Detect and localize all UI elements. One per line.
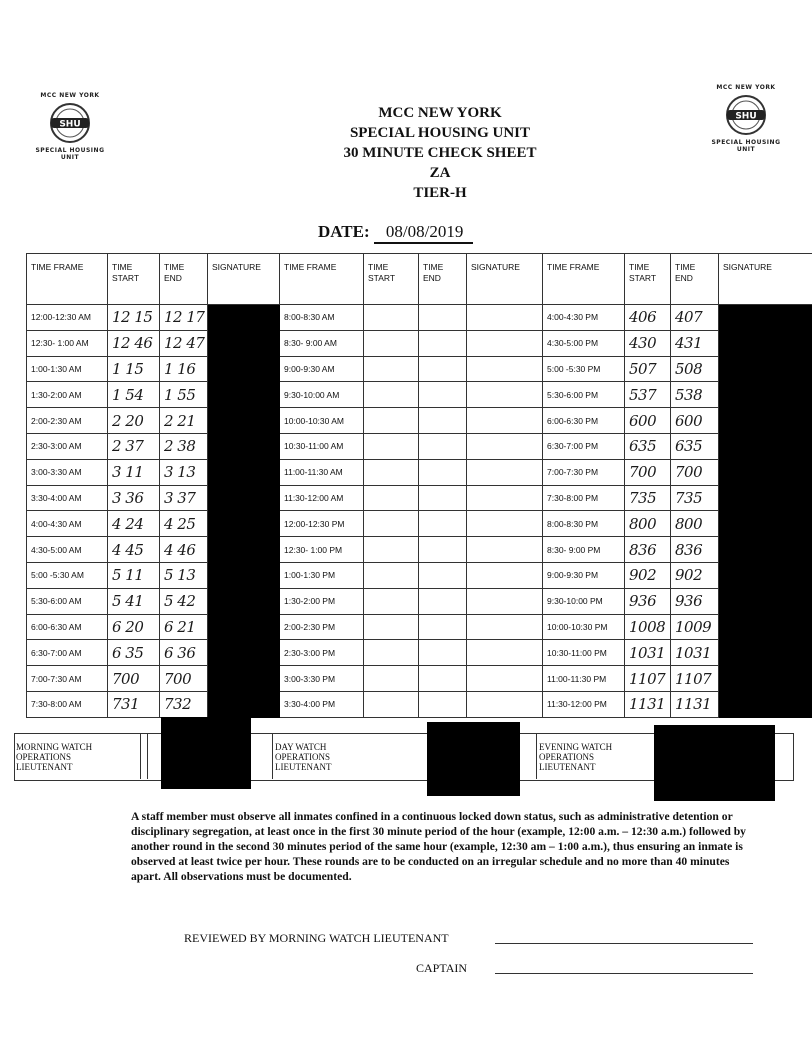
cell-time-start-pm: 735 xyxy=(625,485,671,511)
cell-time-end-mid xyxy=(419,330,467,356)
right-logo-top-text: MCC NEW YORK xyxy=(716,84,776,91)
col-time-end-mid: TIME END xyxy=(419,254,467,305)
cell-time-start-mid xyxy=(364,382,419,408)
cell-time-start-pm: 1031 xyxy=(625,640,671,666)
table-row xyxy=(27,330,812,356)
cell-time-start-am: 3 36 xyxy=(108,485,160,511)
document-header xyxy=(300,103,580,203)
cell-signature-pm xyxy=(719,330,812,356)
cell-time-start-mid xyxy=(364,511,419,537)
cell-time-end-mid xyxy=(419,588,467,614)
table-row xyxy=(27,408,812,434)
cell-signature-am xyxy=(208,562,280,588)
cell-signature-am xyxy=(208,537,280,563)
col-time-frame-am: TIME FRAME xyxy=(27,254,108,305)
date-label: DATE: xyxy=(318,222,370,241)
cell-time-end-pm: 1009 xyxy=(671,614,719,640)
cell-time-frame-pm: 8:00-8:30 PM xyxy=(543,511,625,537)
right-logo-bottom-text: SPECIAL HOUSING UNIT xyxy=(711,139,781,153)
table-row xyxy=(27,305,812,331)
table-row xyxy=(27,588,812,614)
cell-signature-pm xyxy=(719,614,812,640)
cell-time-frame-am: 12:30- 1:00 AM xyxy=(27,330,108,356)
cell-time-end-am: 2 21 xyxy=(160,408,208,434)
cell-time-start-pm: 1008 xyxy=(625,614,671,640)
cell-signature-am xyxy=(208,666,280,692)
header-line-3: 30 MINUTE CHECK SHEET xyxy=(343,145,537,161)
header-line-4: ZA xyxy=(429,165,451,181)
cell-time-end-pm: 508 xyxy=(671,356,719,382)
cell-time-start-pm: 537 xyxy=(625,382,671,408)
cell-time-start-pm: 902 xyxy=(625,562,671,588)
cell-time-frame-pm: 8:30- 9:00 PM xyxy=(543,537,625,563)
cell-time-start-pm: 406 xyxy=(625,305,671,331)
col-signature-am: SIGNATURE xyxy=(208,254,280,305)
table-row xyxy=(27,666,812,692)
cell-time-frame-mid: 9:30-10:00 AM xyxy=(280,382,364,408)
cell-time-start-mid xyxy=(364,408,419,434)
cell-time-end-mid xyxy=(419,459,467,485)
cell-signature-pm xyxy=(719,691,812,717)
table-row xyxy=(27,614,812,640)
cell-time-end-am: 6 36 xyxy=(160,640,208,666)
cell-time-frame-mid: 2:00-2:30 PM xyxy=(280,614,364,640)
cell-time-start-am: 3 11 xyxy=(108,459,160,485)
evening-watch-label: EVENING WATCH OPERATIONS LIEUTENANT xyxy=(539,742,613,772)
cell-signature-am xyxy=(208,640,280,666)
redacted-morning-signature xyxy=(161,717,251,789)
cell-time-start-mid xyxy=(364,562,419,588)
check-sheet-table xyxy=(26,253,812,718)
cell-time-start-pm: 1131 xyxy=(625,691,671,717)
cell-time-start-am: 700 xyxy=(108,666,160,692)
cell-time-frame-am: 7:30-8:00 AM xyxy=(27,691,108,717)
cell-time-frame-am: 7:00-7:30 AM xyxy=(27,666,108,692)
cell-time-frame-am: 1:00-1:30 AM xyxy=(27,356,108,382)
cell-time-start-mid xyxy=(364,459,419,485)
table-row xyxy=(27,485,812,511)
header-line-5: TIER-H xyxy=(413,185,467,201)
table-row xyxy=(27,691,812,717)
cell-time-end-am: 6 21 xyxy=(160,614,208,640)
cell-signature-am xyxy=(208,459,280,485)
cell-time-end-pm: 700 xyxy=(671,459,719,485)
cell-signature-mid xyxy=(467,356,543,382)
cell-time-start-mid xyxy=(364,614,419,640)
cell-time-end-mid xyxy=(419,614,467,640)
left-badge-text: SHU xyxy=(59,119,81,130)
cell-time-end-mid xyxy=(419,305,467,331)
cell-time-end-pm: 902 xyxy=(671,562,719,588)
cell-time-frame-pm: 10:00-10:30 PM xyxy=(543,614,625,640)
table-row xyxy=(27,433,812,459)
cell-signature-pm xyxy=(719,433,812,459)
cell-time-frame-am: 2:30-3:00 AM xyxy=(27,433,108,459)
cell-time-start-am: 1 15 xyxy=(108,356,160,382)
cell-signature-am xyxy=(208,485,280,511)
cell-signature-am xyxy=(208,588,280,614)
cell-time-end-pm: 836 xyxy=(671,537,719,563)
cell-signature-pm xyxy=(719,588,812,614)
cell-time-frame-am: 5:30-6:00 AM xyxy=(27,588,108,614)
cell-signature-pm xyxy=(719,562,812,588)
cell-signature-mid xyxy=(467,459,543,485)
cell-time-frame-mid: 11:30-12:00 AM xyxy=(280,485,364,511)
table-row xyxy=(27,640,812,666)
cell-signature-mid xyxy=(467,588,543,614)
cell-time-end-pm: 1031 xyxy=(671,640,719,666)
cell-time-frame-mid: 12:30- 1:00 PM xyxy=(280,537,364,563)
cell-signature-mid xyxy=(467,485,543,511)
date-value: 08/08/2019 xyxy=(374,222,473,244)
cell-time-start-am: 6 20 xyxy=(108,614,160,640)
cell-time-start-mid xyxy=(364,356,419,382)
cell-time-start-mid xyxy=(364,691,419,717)
day-watch-label: DAY WATCH OPERATIONS LIEUTENANT xyxy=(275,742,332,772)
cell-time-frame-pm: 4:00-4:30 PM xyxy=(543,305,625,331)
cell-time-end-pm: 407 xyxy=(671,305,719,331)
cell-time-end-am: 1 55 xyxy=(160,382,208,408)
cell-signature-mid xyxy=(467,382,543,408)
cell-time-frame-mid: 10:00-10:30 AM xyxy=(280,408,364,434)
instructions-paragraph: A staff member must observe all inmates confined in a continuous locked down status, such as administrative detention or disciplinary segregation, at least once in the first 30 minute period of the hour (example, 12:00 a.m. – 12:30 a.m.) followed by another round in the second 30 minutes period of the same hour (example, 12:30 am – 1:00 a.m.), thus ensuring an inmate is observed at least twice per hour. These rounds are to be conducted on an irregular schedule and no more than 40 minutes apart. All observations must be documented. xyxy=(131,810,746,883)
cell-time-frame-mid: 11:00-11:30 AM xyxy=(280,459,364,485)
cell-time-end-am: 12 47 xyxy=(160,330,208,356)
cell-time-frame-am: 6:30-7:00 AM xyxy=(27,640,108,666)
cell-time-start-pm: 700 xyxy=(625,459,671,485)
cell-time-frame-mid: 8:00-8:30 AM xyxy=(280,305,364,331)
table-row xyxy=(27,562,812,588)
cell-time-start-am: 4 45 xyxy=(108,537,160,563)
captain-line xyxy=(495,973,753,974)
cell-signature-mid xyxy=(467,330,543,356)
table-row xyxy=(27,382,812,408)
cell-time-start-pm: 635 xyxy=(625,433,671,459)
table-row xyxy=(27,356,812,382)
cell-time-start-am: 4 24 xyxy=(108,511,160,537)
cell-time-end-mid xyxy=(419,485,467,511)
cell-time-frame-mid: 9:00-9:30 AM xyxy=(280,356,364,382)
cell-time-start-am: 5 41 xyxy=(108,588,160,614)
right-logo xyxy=(706,84,786,153)
cell-time-frame-mid: 3:00-3:30 PM xyxy=(280,666,364,692)
cell-time-frame-am: 4:00-4:30 AM xyxy=(27,511,108,537)
cell-time-start-pm: 600 xyxy=(625,408,671,434)
cell-signature-am xyxy=(208,408,280,434)
cell-time-start-mid xyxy=(364,305,419,331)
cell-time-end-am: 3 13 xyxy=(160,459,208,485)
captain-label: CAPTAIN xyxy=(416,961,468,975)
cell-time-frame-am: 3:00-3:30 AM xyxy=(27,459,108,485)
col-time-end-pm: TIME END xyxy=(671,254,719,305)
cell-time-frame-pm: 4:30-5:00 PM xyxy=(543,330,625,356)
cell-time-start-pm: 836 xyxy=(625,537,671,563)
cell-time-end-pm: 800 xyxy=(671,511,719,537)
cell-time-frame-pm: 7:00-7:30 PM xyxy=(543,459,625,485)
cell-signature-am xyxy=(208,433,280,459)
cell-signature-mid xyxy=(467,305,543,331)
cell-time-frame-am: 12:00-12:30 AM xyxy=(27,305,108,331)
col-time-frame-pm: TIME FRAME xyxy=(543,254,625,305)
cell-signature-pm xyxy=(719,356,812,382)
col-time-start-am: TIME START xyxy=(108,254,160,305)
cell-time-end-am: 5 13 xyxy=(160,562,208,588)
cell-signature-mid xyxy=(467,562,543,588)
reviewed-by-line xyxy=(495,943,753,944)
cell-signature-am xyxy=(208,382,280,408)
cell-time-start-am: 731 xyxy=(108,691,160,717)
cell-time-end-mid xyxy=(419,382,467,408)
redacted-day-signature xyxy=(427,722,520,796)
header-line-1: MCC NEW YORK xyxy=(378,105,502,121)
cell-time-frame-mid: 3:30-4:00 PM xyxy=(280,691,364,717)
cell-signature-am xyxy=(208,511,280,537)
cell-time-start-pm: 507 xyxy=(625,356,671,382)
cell-signature-pm xyxy=(719,408,812,434)
redacted-evening-signature xyxy=(654,725,775,801)
cell-time-end-am: 3 37 xyxy=(160,485,208,511)
cell-time-end-mid xyxy=(419,562,467,588)
cell-signature-pm xyxy=(719,459,812,485)
cell-time-frame-pm: 6:00-6:30 PM xyxy=(543,408,625,434)
cell-time-frame-mid: 2:30-3:00 PM xyxy=(280,640,364,666)
cell-time-end-am: 5 42 xyxy=(160,588,208,614)
table-header-row xyxy=(27,254,812,305)
shu-badge-icon xyxy=(47,102,93,144)
cell-signature-mid xyxy=(467,666,543,692)
cell-time-end-pm: 936 xyxy=(671,588,719,614)
cell-time-end-am: 4 46 xyxy=(160,537,208,563)
cell-time-start-pm: 1107 xyxy=(625,666,671,692)
cell-time-end-mid xyxy=(419,666,467,692)
cell-time-end-am: 1 16 xyxy=(160,356,208,382)
cell-time-end-pm: 600 xyxy=(671,408,719,434)
cell-time-start-mid xyxy=(364,537,419,563)
cell-time-start-mid xyxy=(364,588,419,614)
cell-signature-am xyxy=(208,614,280,640)
cell-time-end-am: 2 38 xyxy=(160,433,208,459)
right-badge-text: SHU xyxy=(735,111,757,122)
cell-signature-mid xyxy=(467,433,543,459)
left-logo-bottom-text: SPECIAL HOUSING UNIT xyxy=(35,147,105,161)
col-time-frame-mid: TIME FRAME xyxy=(280,254,364,305)
cell-time-frame-am: 4:30-5:00 AM xyxy=(27,537,108,563)
cell-time-frame-mid: 8:30- 9:00 AM xyxy=(280,330,364,356)
cell-time-frame-mid: 1:30-2:00 PM xyxy=(280,588,364,614)
cell-time-start-pm: 936 xyxy=(625,588,671,614)
cell-time-end-pm: 635 xyxy=(671,433,719,459)
cell-time-frame-am: 2:00-2:30 AM xyxy=(27,408,108,434)
cell-time-start-pm: 430 xyxy=(625,330,671,356)
cell-time-start-mid xyxy=(364,330,419,356)
reviewed-by-label: REVIEWED BY MORNING WATCH LIEUTENANT xyxy=(184,931,449,945)
cell-time-end-am: 12 17 xyxy=(160,305,208,331)
cell-time-end-am: 4 25 xyxy=(160,511,208,537)
cell-signature-mid xyxy=(467,511,543,537)
cell-time-frame-mid: 10:30-11:00 AM xyxy=(280,433,364,459)
cell-time-frame-pm: 9:30-10:00 PM xyxy=(543,588,625,614)
cell-time-end-pm: 1107 xyxy=(671,666,719,692)
cell-time-frame-pm: 6:30-7:00 PM xyxy=(543,433,625,459)
cell-signature-am xyxy=(208,691,280,717)
cell-signature-pm xyxy=(719,640,812,666)
cell-signature-am xyxy=(208,305,280,331)
cell-signature-am xyxy=(208,356,280,382)
cell-time-end-am: 732 xyxy=(160,691,208,717)
cell-time-frame-pm: 9:00-9:30 PM xyxy=(543,562,625,588)
cell-time-end-mid xyxy=(419,511,467,537)
table-row xyxy=(27,459,812,485)
cell-signature-pm xyxy=(719,485,812,511)
cell-time-start-am: 5 11 xyxy=(108,562,160,588)
table-row xyxy=(27,537,812,563)
cell-time-frame-mid: 12:00-12:30 PM xyxy=(280,511,364,537)
morning-watch-label: MORNING WATCH OPERATIONS LIEUTENANT xyxy=(16,742,93,772)
cell-time-frame-pm: 11:30-12:00 PM xyxy=(543,691,625,717)
cell-signature-am xyxy=(208,330,280,356)
cell-time-end-am: 700 xyxy=(160,666,208,692)
cell-time-end-mid xyxy=(419,356,467,382)
left-logo xyxy=(30,92,110,161)
cell-time-frame-pm: 11:00-11:30 PM xyxy=(543,666,625,692)
table-row xyxy=(27,511,812,537)
cell-time-end-mid xyxy=(419,691,467,717)
header-line-2: SPECIAL HOUSING UNIT xyxy=(349,125,531,141)
cell-signature-pm xyxy=(719,537,812,563)
cell-time-frame-pm: 7:30-8:00 PM xyxy=(543,485,625,511)
cell-time-start-am: 2 37 xyxy=(108,433,160,459)
cell-time-start-am: 2 20 xyxy=(108,408,160,434)
cell-signature-pm xyxy=(719,666,812,692)
cell-time-start-mid xyxy=(364,640,419,666)
left-logo-top-text: MCC NEW YORK xyxy=(40,92,100,99)
col-time-start-pm: TIME START xyxy=(625,254,671,305)
cell-signature-mid xyxy=(467,614,543,640)
cell-time-frame-am: 1:30-2:00 AM xyxy=(27,382,108,408)
cell-time-end-mid xyxy=(419,408,467,434)
cell-time-frame-mid: 1:00-1:30 PM xyxy=(280,562,364,588)
cell-time-end-pm: 1131 xyxy=(671,691,719,717)
date-field xyxy=(318,222,473,244)
cell-time-start-am: 12 46 xyxy=(108,330,160,356)
cell-time-end-mid xyxy=(419,433,467,459)
cell-time-end-mid xyxy=(419,640,467,666)
cell-signature-mid xyxy=(467,691,543,717)
col-time-end-am: TIME END xyxy=(160,254,208,305)
cell-time-frame-pm: 10:30-11:00 PM xyxy=(543,640,625,666)
cell-time-frame-am: 6:00-6:30 AM xyxy=(27,614,108,640)
cell-signature-mid xyxy=(467,640,543,666)
cell-time-start-mid xyxy=(364,485,419,511)
cell-time-start-am: 12 15 xyxy=(108,305,160,331)
cell-signature-pm xyxy=(719,511,812,537)
cell-time-end-pm: 431 xyxy=(671,330,719,356)
cell-time-end-pm: 735 xyxy=(671,485,719,511)
cell-time-start-mid xyxy=(364,433,419,459)
cell-signature-mid xyxy=(467,408,543,434)
cell-time-start-am: 1 54 xyxy=(108,382,160,408)
col-time-start-mid: TIME START xyxy=(364,254,419,305)
cell-signature-pm xyxy=(719,305,812,331)
cell-time-frame-pm: 5:00 -5:30 PM xyxy=(543,356,625,382)
cell-time-end-pm: 538 xyxy=(671,382,719,408)
col-signature-pm: SIGNATURE xyxy=(719,254,812,305)
cell-signature-mid xyxy=(467,537,543,563)
shu-badge-icon xyxy=(723,94,769,136)
cell-time-start-mid xyxy=(364,666,419,692)
cell-time-end-mid xyxy=(419,537,467,563)
cell-time-frame-pm: 5:30-6:00 PM xyxy=(543,382,625,408)
cell-time-start-pm: 800 xyxy=(625,511,671,537)
col-signature-mid: SIGNATURE xyxy=(467,254,543,305)
cell-time-start-am: 6 35 xyxy=(108,640,160,666)
cell-signature-pm xyxy=(719,382,812,408)
cell-time-frame-am: 5:00 -5:30 AM xyxy=(27,562,108,588)
cell-time-frame-am: 3:30-4:00 AM xyxy=(27,485,108,511)
